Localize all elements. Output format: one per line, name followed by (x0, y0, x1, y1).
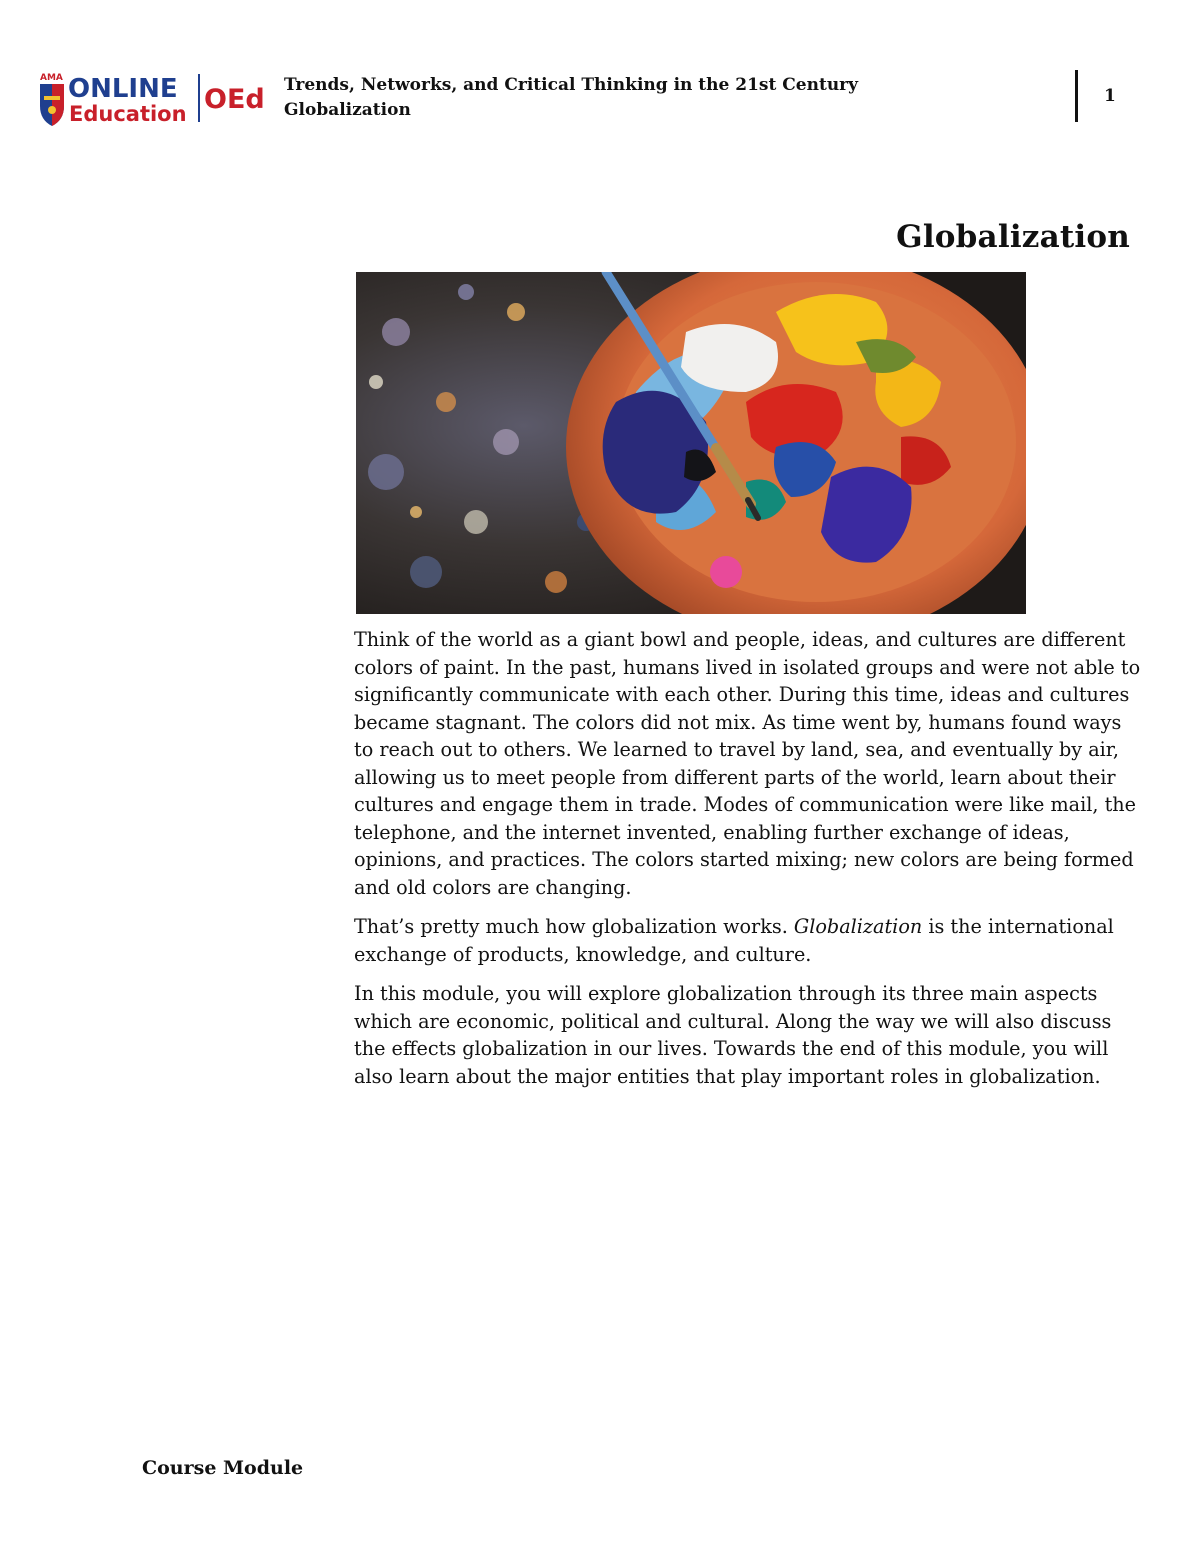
online-education-logo (36, 70, 272, 128)
logo-divider (198, 74, 200, 122)
module-title: Globalization (284, 100, 411, 120)
running-header (284, 73, 858, 123)
definition-lead: That’s pretty much how globalization works. (354, 915, 794, 938)
logo-line2-text: Education (69, 102, 187, 126)
course-title: Trends, Networks, and Critical Thinking in the 21st Century (284, 75, 859, 95)
shield-icon (40, 84, 64, 126)
paint-bowl-illustration (356, 272, 1026, 614)
logo-mark-text: AMA (40, 73, 63, 83)
paint-bowl-image (356, 272, 1026, 614)
definition-rest: is the international exchange of products, knowledge, and culture. (354, 915, 1114, 966)
body-content (354, 626, 1144, 1102)
definition-term: Globalization (793, 915, 923, 938)
page-number: 1 (1104, 86, 1116, 106)
paragraph-overview: In this module, you will explore globalization through its three main aspects which are economic, political and cultural. Along the way we will also discuss the effects globalization in our lives. Towards the end of this module, you will also learn about the major entities that play important roles in globalization. (354, 982, 1112, 1088)
logo-graphic (36, 70, 272, 128)
page-title: Globalization (896, 219, 1130, 255)
logo-short-text: OEd (204, 84, 265, 115)
logo-line1-text: ONLINE (68, 74, 178, 104)
paragraph-definition (354, 913, 1144, 968)
header-divider (1075, 70, 1078, 122)
paragraph-intro: Think of the world as a giant bowl and people, ideas, and cultures are different colors of paint. In the past, humans lived in isolated groups and were not able to significantly communicate with each other. During this time, ideas and cultures became stagnant. The colors did not mix. As time went by, humans found ways to reach out to others. We learned to travel by land, sea, and eventually by air, allowing us to meet people from different parts of the world, learn about their cultures and engage them in trade. Modes of communication were like mail, the telephone, and the internet invented, enabling further exchange of ideas, opinions, and practices. The colors started mixing; new colors are being formed and old colors are changing. (354, 628, 1141, 899)
footer-course-module: Course Module (142, 1457, 304, 1479)
